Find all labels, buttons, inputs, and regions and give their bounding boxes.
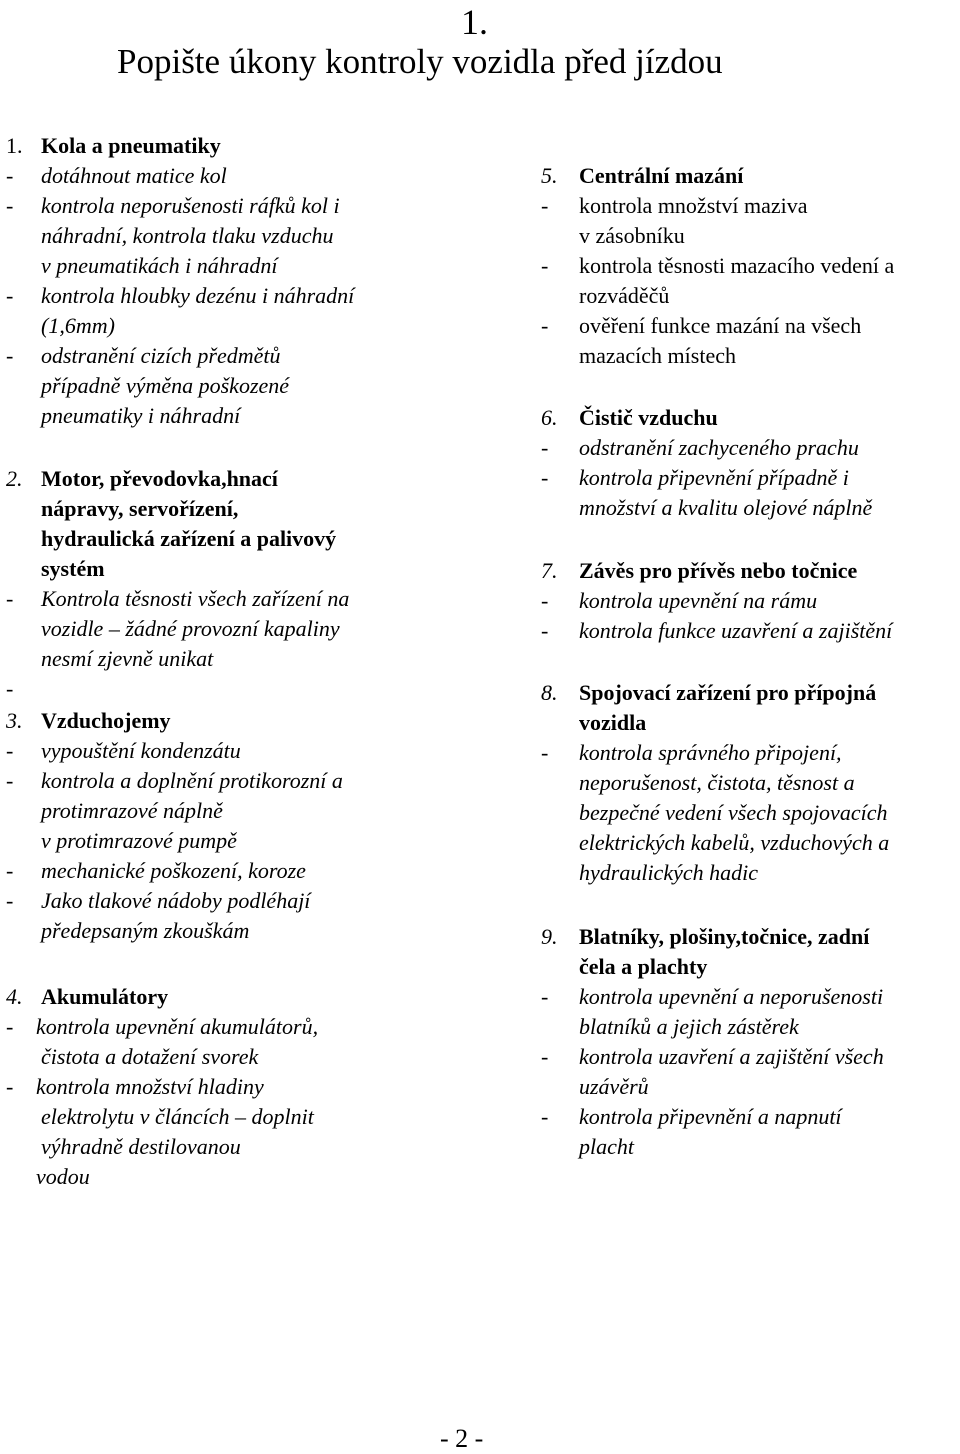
list-item: hydraulických hadic <box>579 860 758 885</box>
list-item: rozváděčů <box>579 283 670 308</box>
dash: - <box>6 738 14 763</box>
section-9-number: 9. <box>541 924 558 949</box>
list-item: neporušenost, čistota, těsnost a <box>579 770 855 795</box>
list-item: kontrola upevnění akumulátorů, <box>36 1014 319 1039</box>
dash: - <box>6 193 14 218</box>
section-3-number: 3. <box>6 708 23 733</box>
section-8-title: vozidla <box>579 710 647 735</box>
section-7-number: 7. <box>541 558 558 583</box>
list-item: mazacích místech <box>579 343 736 368</box>
section-4-title: Akumulátory <box>41 984 169 1009</box>
list-item: kontrola neporušenosti ráfků kol i <box>41 193 340 218</box>
list-item: kontrola připevnění případně i <box>579 465 849 490</box>
list-item: odstranění zachyceného prachu <box>579 435 859 460</box>
list-item: blatníků a jejich zástěrek <box>579 1014 799 1039</box>
section-9-title: čela a plachty <box>579 954 708 979</box>
dash: - <box>541 984 549 1009</box>
list-item: ověření funkce mazání na všech <box>579 313 862 338</box>
dash: - <box>6 858 14 883</box>
list-item: kontrola množství hladiny <box>36 1074 264 1099</box>
list-item: kontrola funkce uzavření a zajištění <box>579 618 893 643</box>
dash: - <box>541 435 549 460</box>
dash: - <box>541 1044 549 1069</box>
list-item: (1,6mm) <box>41 313 115 338</box>
section-6-number: 6. <box>541 405 558 430</box>
list-item: v pneumatikách i náhradní <box>41 253 278 278</box>
list-item: kontrola připevnění a napnutí <box>579 1104 842 1129</box>
list-item: protimrazové náplně <box>41 798 223 823</box>
list-item: pneumatiky i náhradní <box>41 403 241 428</box>
page-title: Popište úkony kontroly vozidla před jízdou <box>117 42 723 81</box>
dash: - <box>6 343 14 368</box>
dash: - <box>541 193 549 218</box>
section-1-title: Kola a pneumatiky <box>41 133 221 158</box>
dash: - <box>541 313 549 338</box>
section-6-title: Čistič vzduchu <box>579 405 718 430</box>
list-item: v protimrazové pumpě <box>41 828 237 853</box>
dash: - <box>541 588 549 613</box>
list-item: výhradně destilovanou <box>41 1134 241 1159</box>
section-2-title: nápravy, servořízení, <box>41 496 239 521</box>
section-2-title: systém <box>41 556 105 581</box>
section-8-number: 8. <box>541 680 558 705</box>
list-item: náhradní, kontrola tlaku vzduchu <box>41 223 334 248</box>
list-item: nesmí zjevně unikat <box>41 646 214 671</box>
list-item: bezpečné vedení všech spojovacích <box>579 800 888 825</box>
page-footer: - 2 - <box>440 1424 484 1453</box>
list-item: placht <box>579 1134 634 1159</box>
list-item: čistota a dotažení svorek <box>41 1044 259 1069</box>
dash: - <box>6 768 14 793</box>
dash: - <box>6 888 14 913</box>
list-item: elektrických kabelů, vzduchových a <box>579 830 890 855</box>
section-4-number: 4. <box>6 984 23 1009</box>
section-5-title: Centrální mazání <box>579 163 744 188</box>
list-item: kontrola hloubky dezénu i náhradní <box>41 283 355 308</box>
list-item: elektrolytu v článcích – doplnit <box>41 1104 314 1129</box>
section-1-number: 1. <box>6 133 23 158</box>
dash: - <box>6 676 14 701</box>
list-item: Jako tlakové nádoby podléhají <box>41 888 311 913</box>
list-item: předepsaným zkouškám <box>41 918 250 943</box>
dash: - <box>6 163 14 188</box>
dash: - <box>541 618 549 643</box>
list-item: kontrola a doplnění protikorozní a <box>41 768 343 793</box>
list-item: kontrola správného připojení, <box>579 740 842 765</box>
dash: - <box>6 283 14 308</box>
dash: - <box>6 586 14 611</box>
list-item: případně výměna poškozené <box>41 373 290 398</box>
list-item: kontrola upevnění na rámu <box>579 588 818 613</box>
section-2-title: Motor, převodovka,hnací <box>41 466 278 491</box>
dash: - <box>541 1104 549 1129</box>
list-item: vypouštění kondenzátu <box>41 738 241 763</box>
list-item: Kontrola těsnosti všech zařízení na <box>41 586 350 611</box>
list-item: odstranění cizích předmětů <box>41 343 281 368</box>
list-item: kontrola těsnosti mazacího vedení a <box>579 253 895 278</box>
list-item: uzávěrů <box>579 1074 649 1099</box>
section-2-number: 2. <box>6 466 23 491</box>
section-3-title: Vzduchojemy <box>41 708 171 733</box>
dash: - <box>541 253 549 278</box>
dash: - <box>541 465 549 490</box>
section-8-title: Spojovací zařízení pro přípojná <box>579 680 877 705</box>
list-item: kontrola uzavření a zajištění všech <box>579 1044 884 1069</box>
list-item: dotáhnout matice kol <box>41 163 227 188</box>
section-2-title: hydraulická zařízení a palivový <box>41 526 337 551</box>
list-item: množství a kvalitu olejové náplně <box>579 495 873 520</box>
list-item: kontrola upevnění a neporušenosti <box>579 984 884 1009</box>
page-number: 1. <box>461 2 488 42</box>
list-item: kontrola množství maziva <box>579 193 808 218</box>
dash: - <box>6 1074 14 1099</box>
section-5-number: 5. <box>541 163 558 188</box>
list-item: vozidle – žádné provozní kapaliny <box>41 616 340 641</box>
list-item: v zásobníku <box>579 223 685 248</box>
section-7-title: Závěs pro přívěs nebo točnice <box>579 558 858 583</box>
dash: - <box>541 740 549 765</box>
section-9-title: Blatníky, plošiny,točnice, zadní <box>579 924 870 949</box>
list-item: vodou <box>36 1164 90 1189</box>
dash: - <box>6 1014 14 1039</box>
list-item: mechanické poškození, koroze <box>41 858 306 883</box>
